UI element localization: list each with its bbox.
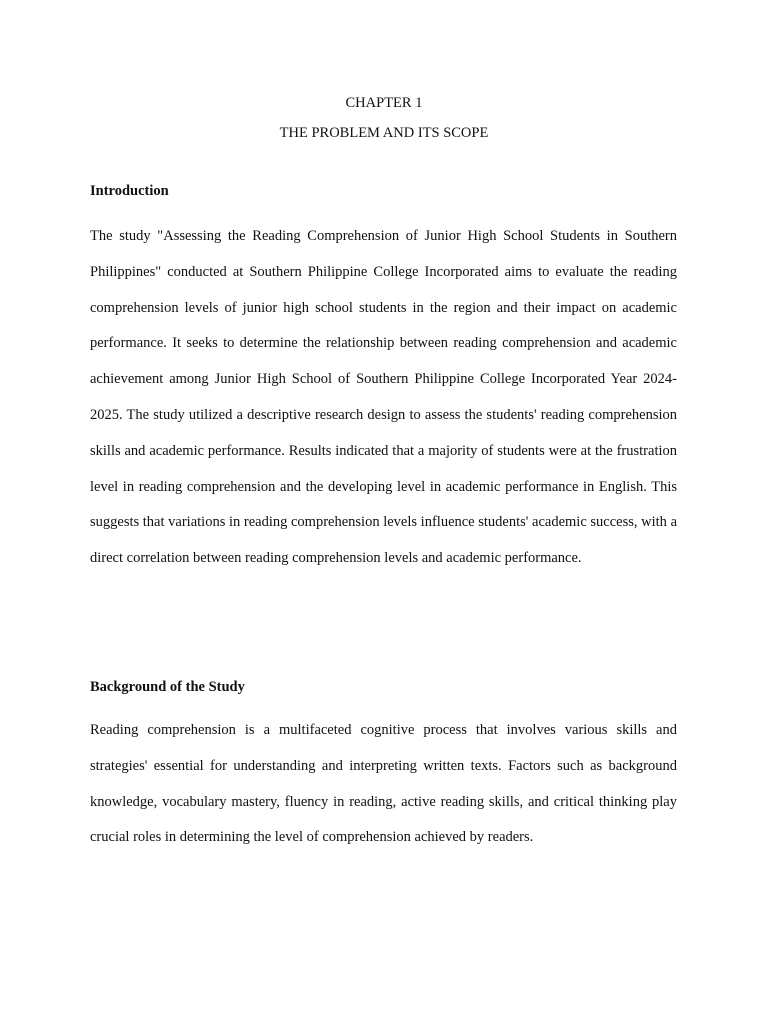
chapter-number: CHAPTER 1 bbox=[345, 95, 423, 111]
introduction-heading: Introduction bbox=[90, 183, 169, 199]
background-heading: Background of the Study bbox=[90, 679, 245, 695]
chapter-title: THE PROBLEM AND ITS SCOPE bbox=[279, 125, 489, 141]
background-paragraph: Reading comprehension is a multifaceted cognitive process that involves various skills and strategies' essential for understanding and interpreting written texts. Factors such as background knowledge, vocabulary mastery, fluency in reading, active reading skills, and critical thinking play crucial roles in determining the level of comprehension achieved by readers. bbox=[90, 722, 677, 846]
introduction-paragraph: The study "Assessing the Reading Comprehension of Junior High School Students in Southern Philippines" conducted at Southern Philippine College Incorporated aims to evaluate the reading comprehension levels of junior high school students in the region and their impact on academic performance. It seeks to determine the relationship between reading comprehension and academic achievement among Junior High School of Southern Philippine College Incorporated Year 2024-2025. The study utilized a descriptive research design to assess the students' reading comprehension skills and academic performance. Results indicated that a majority of students were at the frustration level in reading comprehension and the developing level in academic performance in English. This suggests that variations in reading comprehension levels influence students' academic success, with a direct correlation between reading comprehension levels and academic performance. bbox=[90, 228, 677, 567]
